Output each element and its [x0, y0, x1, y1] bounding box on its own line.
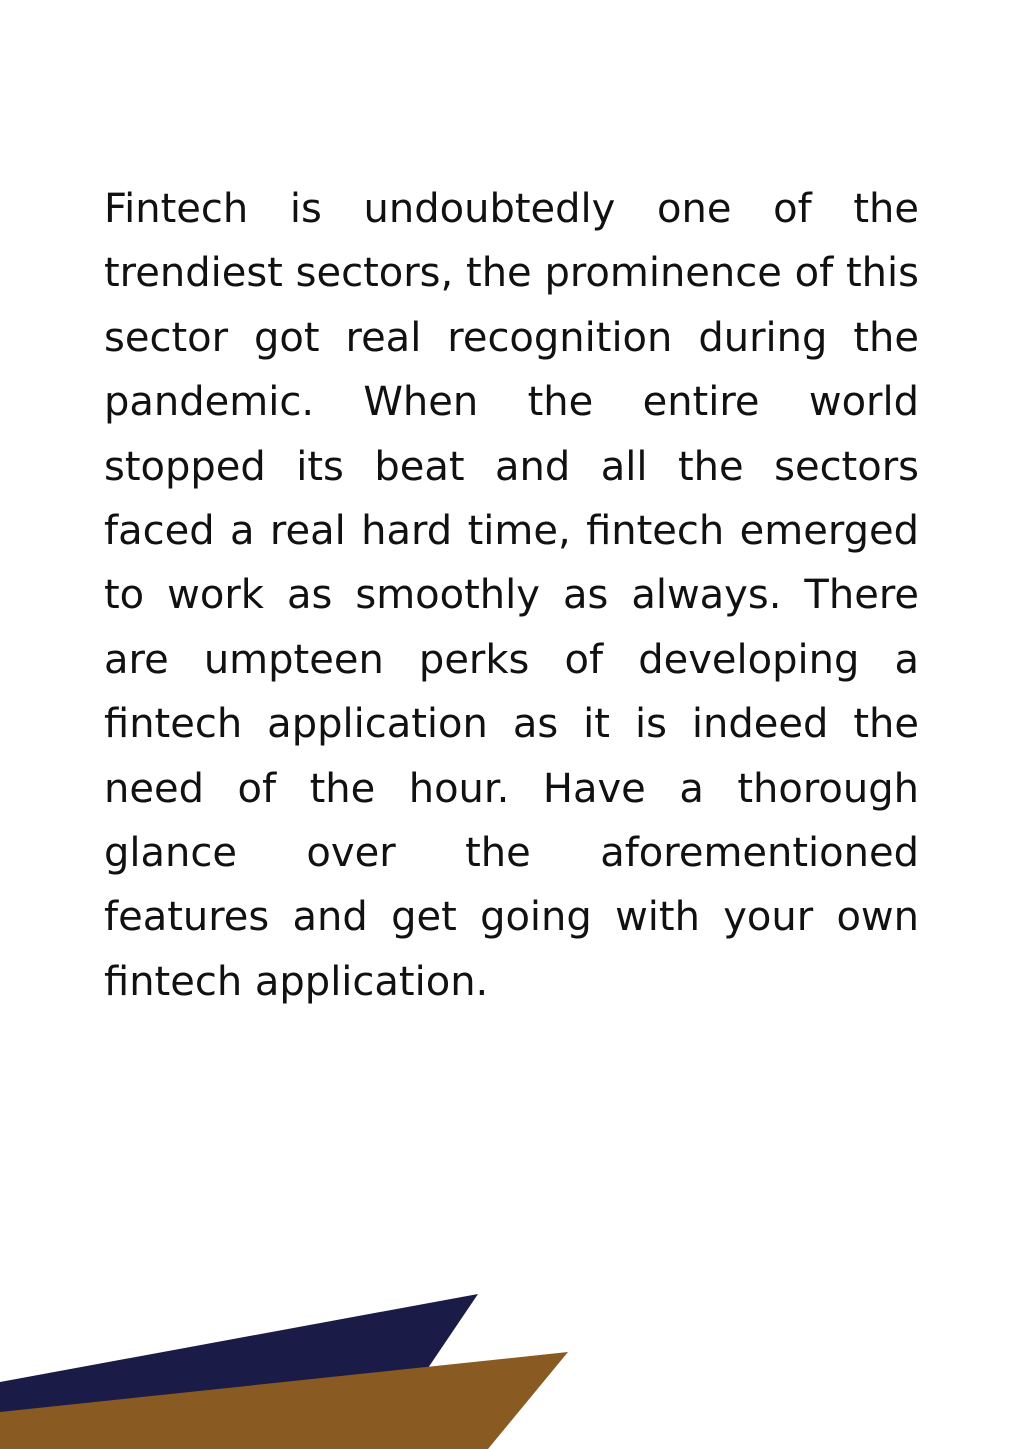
decorative-corner-shapes [0, 1290, 1024, 1449]
body-paragraph: Fintech is undoubtedly one of the trendiest sectors, the prominence of this sector got real recognition during the pandemic. When the entire world stopped its beat and all the sectors faced a real hard time, fintech emerged to work as smoothly as always. There are umpteen perks of developing a fintech application as it is indeed the need of the hour. Have a thorough glance over the aforementioned features and get going with your own fintech application. [104, 186, 919, 1005]
